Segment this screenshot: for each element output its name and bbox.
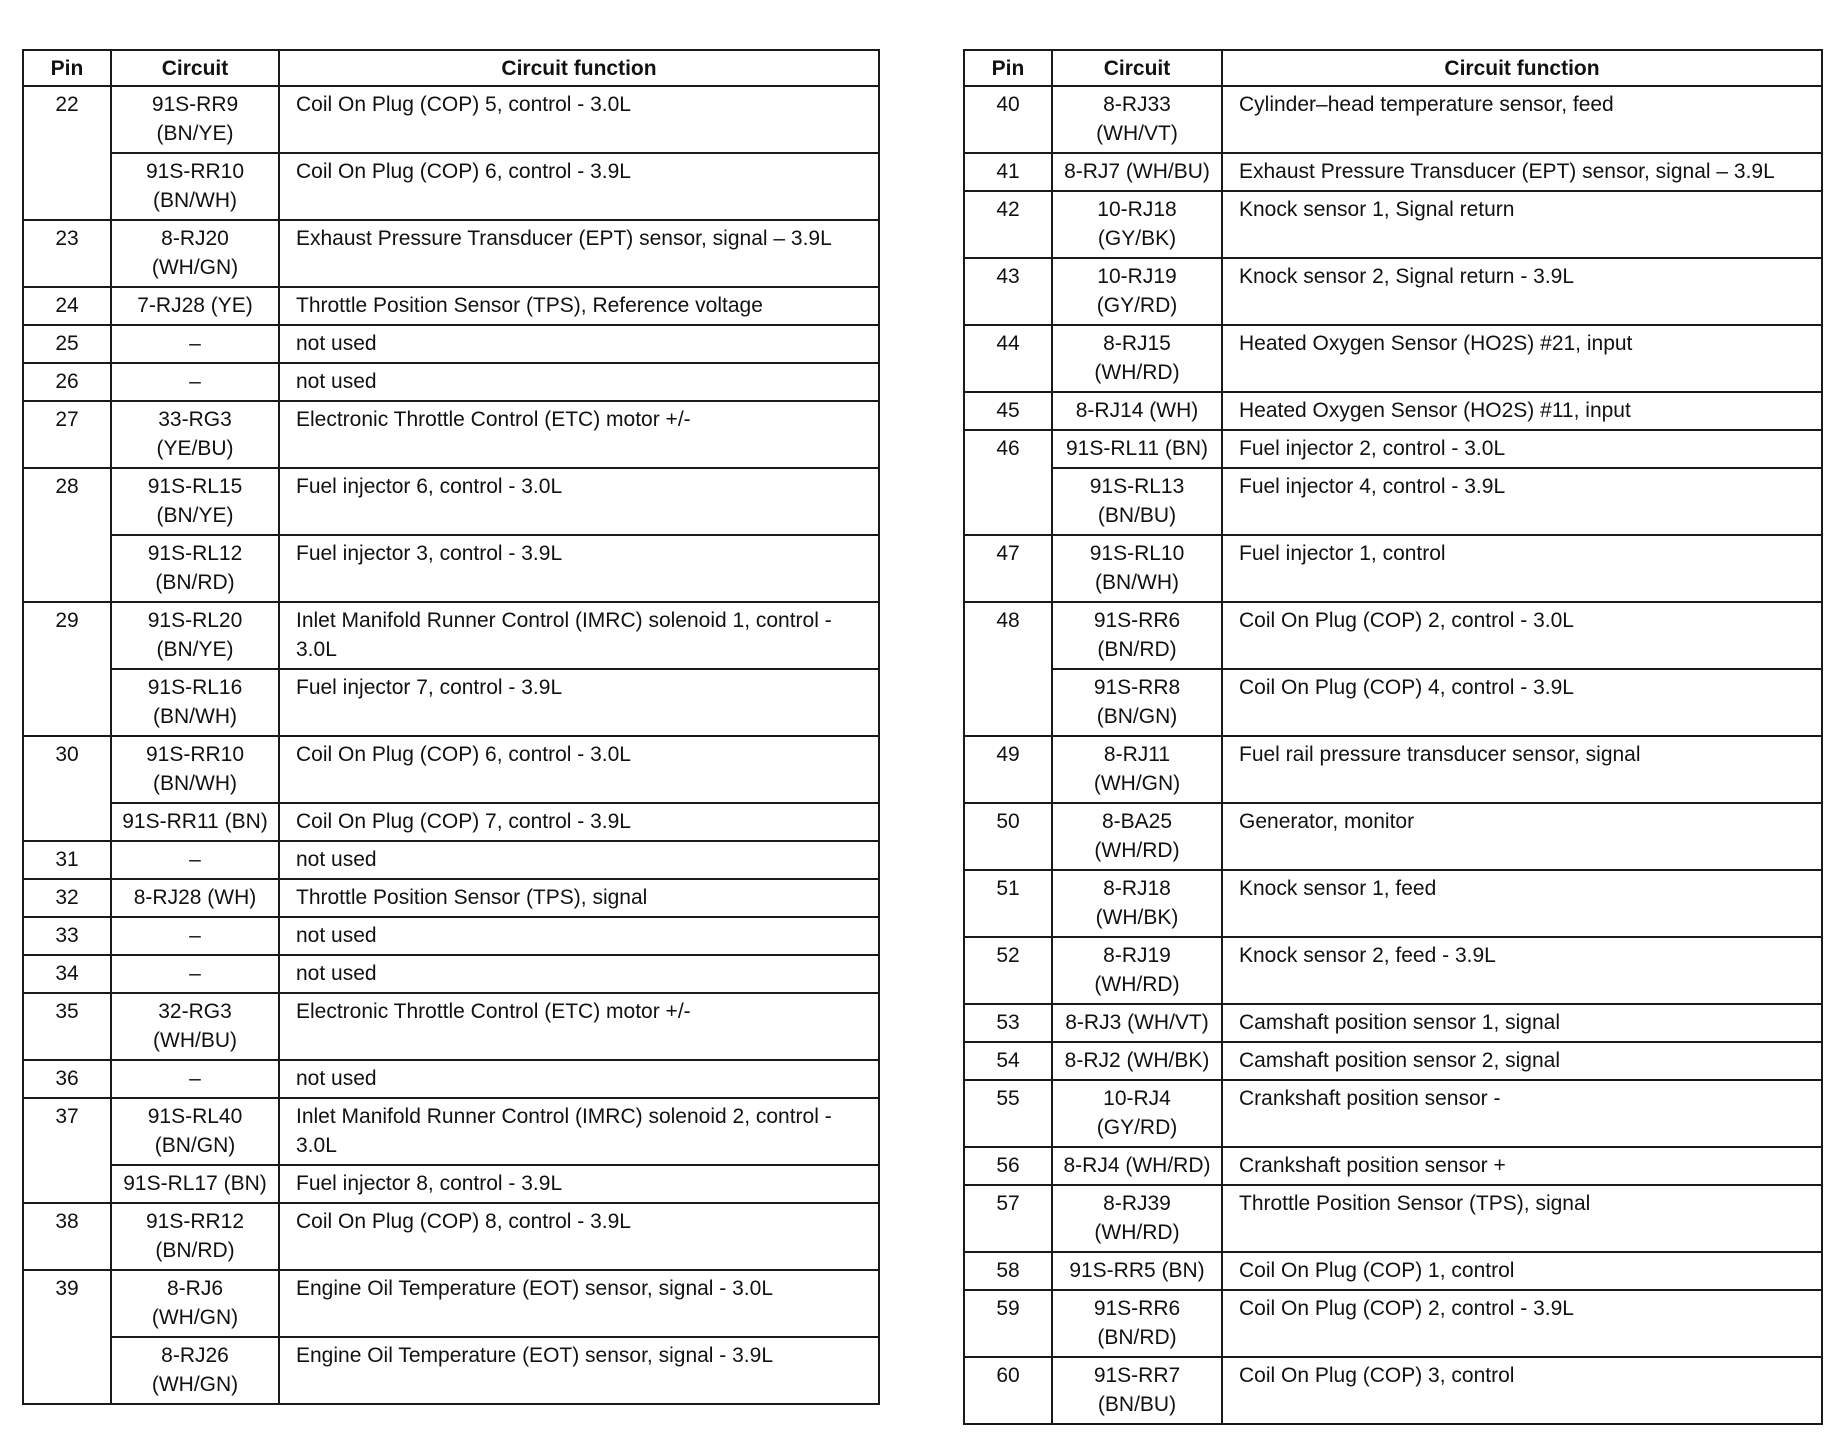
table-row xyxy=(964,937,1822,1004)
table-row xyxy=(964,535,1822,602)
circuit-cell: 91S-RR10 (BN/WH) xyxy=(111,736,279,803)
function-cell: Coil On Plug (COP) 2, control - 3.0L xyxy=(1222,602,1822,669)
function-cell: Coil On Plug (COP) 8, control - 3.9L xyxy=(279,1203,879,1270)
pin-cell: 47 xyxy=(964,535,1052,602)
function-cell: Coil On Plug (COP) 6, control - 3.0L xyxy=(279,736,879,803)
table-row xyxy=(23,1060,879,1098)
table-row xyxy=(23,1337,879,1404)
circuit-cell: 91S-RL11 (BN) xyxy=(1052,430,1222,468)
circuit-cell: 91S-RL40 (BN/GN) xyxy=(111,1098,279,1165)
function-cell: Camshaft position sensor 1, signal xyxy=(1222,1004,1822,1042)
circuit-cell: 91S-RR7 (BN/BU) xyxy=(1052,1357,1222,1424)
pin-cell: 53 xyxy=(964,1004,1052,1042)
function-cell: Knock sensor 1, feed xyxy=(1222,870,1822,937)
header-function: Circuit function xyxy=(279,50,879,86)
function-cell: not used xyxy=(279,841,879,879)
header-pin: Pin xyxy=(23,50,111,86)
circuit-cell: 8-RJ18 (WH/BK) xyxy=(1052,870,1222,937)
circuit-cell: 8-BA25 (WH/RD) xyxy=(1052,803,1222,870)
table-row xyxy=(964,1357,1822,1424)
table-row xyxy=(23,86,879,153)
circuit-cell: – xyxy=(111,1060,279,1098)
function-cell: not used xyxy=(279,917,879,955)
table-row xyxy=(23,468,879,535)
pin-cell: 55 xyxy=(964,1080,1052,1147)
function-cell: Fuel injector 8, control - 3.9L xyxy=(279,1165,879,1203)
circuit-cell: 91S-RR11 (BN) xyxy=(111,803,279,841)
circuit-cell: 8-RJ28 (WH) xyxy=(111,879,279,917)
circuit-cell: 8-RJ4 (WH/RD) xyxy=(1052,1147,1222,1185)
circuit-cell: 91S-RL10 (BN/WH) xyxy=(1052,535,1222,602)
circuit-cell: 8-RJ33 (WH/VT) xyxy=(1052,86,1222,153)
pin-cell: 48 xyxy=(964,602,1052,736)
pin-cell: 24 xyxy=(23,287,111,325)
circuit-cell: – xyxy=(111,325,279,363)
table-row xyxy=(964,1004,1822,1042)
table-row xyxy=(964,1042,1822,1080)
circuit-cell: 32-RG3 (WH/BU) xyxy=(111,993,279,1060)
table-row xyxy=(23,1165,879,1203)
table-row xyxy=(964,602,1822,669)
pin-cell: 26 xyxy=(23,363,111,401)
pin-cell: 44 xyxy=(964,325,1052,392)
function-cell: not used xyxy=(279,955,879,993)
circuit-cell: 7-RJ28 (YE) xyxy=(111,287,279,325)
table-row xyxy=(964,191,1822,258)
table-row xyxy=(964,669,1822,736)
circuit-cell: 8-RJ11 (WH/GN) xyxy=(1052,736,1222,803)
table-row xyxy=(23,535,879,602)
pin-cell: 60 xyxy=(964,1357,1052,1424)
table-row xyxy=(23,287,879,325)
function-cell: Crankshaft position sensor - xyxy=(1222,1080,1822,1147)
table-row xyxy=(964,736,1822,803)
function-cell: Exhaust Pressure Transducer (EPT) sensor, signal – 3.9L xyxy=(1222,153,1822,191)
function-cell: Fuel injector 7, control - 3.9L xyxy=(279,669,879,736)
table-row xyxy=(23,669,879,736)
pin-cell: 40 xyxy=(964,86,1052,153)
table-row xyxy=(964,1185,1822,1252)
table-row xyxy=(23,955,879,993)
circuit-cell: 8-RJ3 (WH/VT) xyxy=(1052,1004,1222,1042)
table-row xyxy=(964,1252,1822,1290)
circuit-cell: 33-RG3 (YE/BU) xyxy=(111,401,279,468)
table-row xyxy=(964,1147,1822,1185)
circuit-cell: 91S-RR6 (BN/RD) xyxy=(1052,1290,1222,1357)
table-row xyxy=(23,401,879,468)
table-row xyxy=(23,602,879,669)
function-cell: Coil On Plug (COP) 6, control - 3.9L xyxy=(279,153,879,220)
circuit-cell: 91S-RR6 (BN/RD) xyxy=(1052,602,1222,669)
circuit-cell: 8-RJ20 (WH/GN) xyxy=(111,220,279,287)
pin-cell: 36 xyxy=(23,1060,111,1098)
function-cell: Cylinder–head temperature sensor, feed xyxy=(1222,86,1822,153)
circuit-cell: 91S-RL16 (BN/WH) xyxy=(111,669,279,736)
function-cell: Crankshaft position sensor + xyxy=(1222,1147,1822,1185)
circuit-cell: 8-RJ7 (WH/BU) xyxy=(1052,153,1222,191)
header-row xyxy=(964,50,1822,86)
circuit-cell: 91S-RL13 (BN/BU) xyxy=(1052,468,1222,535)
pin-cell: 34 xyxy=(23,955,111,993)
circuit-cell: 91S-RL15 (BN/YE) xyxy=(111,468,279,535)
pin-cell: 37 xyxy=(23,1098,111,1203)
table-row xyxy=(23,363,879,401)
table-row xyxy=(964,392,1822,430)
pin-cell: 46 xyxy=(964,430,1052,535)
function-cell: not used xyxy=(279,325,879,363)
pin-cell: 43 xyxy=(964,258,1052,325)
function-cell: Coil On Plug (COP) 3, control xyxy=(1222,1357,1822,1424)
pin-cell: 31 xyxy=(23,841,111,879)
circuit-cell: – xyxy=(111,955,279,993)
pin-cell: 33 xyxy=(23,917,111,955)
circuit-cell: 91S-RL20 (BN/YE) xyxy=(111,602,279,669)
circuit-cell: 91S-RL17 (BN) xyxy=(111,1165,279,1203)
pin-cell: 35 xyxy=(23,993,111,1060)
pin-cell: 45 xyxy=(964,392,1052,430)
pinout-table-left xyxy=(22,49,880,1405)
header-row xyxy=(23,50,879,86)
pin-cell: 28 xyxy=(23,468,111,602)
circuit-cell: 8-RJ14 (WH) xyxy=(1052,392,1222,430)
table-row xyxy=(964,870,1822,937)
header-function: Circuit function xyxy=(1222,50,1822,86)
header-circuit: Circuit xyxy=(1052,50,1222,86)
function-cell: Inlet Manifold Runner Control (IMRC) solenoid 2, control - 3.0L xyxy=(279,1098,879,1165)
function-cell: Coil On Plug (COP) 7, control - 3.9L xyxy=(279,803,879,841)
pin-cell: 27 xyxy=(23,401,111,468)
table-row xyxy=(964,325,1822,392)
function-cell: Knock sensor 1, Signal return xyxy=(1222,191,1822,258)
function-cell: Knock sensor 2, Signal return - 3.9L xyxy=(1222,258,1822,325)
pin-cell: 39 xyxy=(23,1270,111,1404)
function-cell: Coil On Plug (COP) 1, control xyxy=(1222,1252,1822,1290)
circuit-cell: 10-RJ4 (GY/RD) xyxy=(1052,1080,1222,1147)
table-row xyxy=(964,1290,1822,1357)
function-cell: Engine Oil Temperature (EOT) sensor, signal - 3.9L xyxy=(279,1337,879,1404)
table-row xyxy=(23,153,879,220)
pin-cell: 25 xyxy=(23,325,111,363)
function-cell: Heated Oxygen Sensor (HO2S) #21, input xyxy=(1222,325,1822,392)
table-row xyxy=(23,736,879,803)
pin-cell: 41 xyxy=(964,153,1052,191)
function-cell: Heated Oxygen Sensor (HO2S) #11, input xyxy=(1222,392,1822,430)
function-cell: Engine Oil Temperature (EOT) sensor, signal - 3.0L xyxy=(279,1270,879,1337)
pin-cell: 51 xyxy=(964,870,1052,937)
header-circuit: Circuit xyxy=(111,50,279,86)
function-cell: Fuel injector 1, control xyxy=(1222,535,1822,602)
function-cell: not used xyxy=(279,363,879,401)
table-row xyxy=(964,153,1822,191)
table-row xyxy=(964,86,1822,153)
circuit-cell: 8-RJ19 (WH/RD) xyxy=(1052,937,1222,1004)
header-pin: Pin xyxy=(964,50,1052,86)
circuit-cell: – xyxy=(111,841,279,879)
circuit-cell: 8-RJ26 (WH/GN) xyxy=(111,1337,279,1404)
pin-cell: 49 xyxy=(964,736,1052,803)
circuit-cell: 91S-RR9 (BN/YE) xyxy=(111,86,279,153)
pin-cell: 42 xyxy=(964,191,1052,258)
function-cell: Knock sensor 2, feed - 3.9L xyxy=(1222,937,1822,1004)
table-row xyxy=(23,879,879,917)
function-cell: Electronic Throttle Control (ETC) motor +/- xyxy=(279,401,879,468)
circuit-cell: 8-RJ2 (WH/BK) xyxy=(1052,1042,1222,1080)
circuit-cell: 91S-RR12 (BN/RD) xyxy=(111,1203,279,1270)
circuit-cell: 91S-RL12 (BN/RD) xyxy=(111,535,279,602)
pin-cell: 57 xyxy=(964,1185,1052,1252)
circuit-cell: 8-RJ39 (WH/RD) xyxy=(1052,1185,1222,1252)
circuit-cell: 10-RJ18 (GY/BK) xyxy=(1052,191,1222,258)
circuit-cell: – xyxy=(111,917,279,955)
circuit-cell: 10-RJ19 (GY/RD) xyxy=(1052,258,1222,325)
table-row xyxy=(964,803,1822,870)
pin-cell: 54 xyxy=(964,1042,1052,1080)
function-cell: not used xyxy=(279,1060,879,1098)
pin-cell: 30 xyxy=(23,736,111,841)
function-cell: Generator, monitor xyxy=(1222,803,1822,870)
pin-cell: 22 xyxy=(23,86,111,220)
pinout-table-right xyxy=(963,49,1823,1425)
function-cell: Fuel injector 2, control - 3.0L xyxy=(1222,430,1822,468)
pin-cell: 23 xyxy=(23,220,111,287)
function-cell: Camshaft position sensor 2, signal xyxy=(1222,1042,1822,1080)
pin-cell: 56 xyxy=(964,1147,1052,1185)
table-row xyxy=(23,1098,879,1165)
function-cell: Throttle Position Sensor (TPS), Reference voltage xyxy=(279,287,879,325)
table-row xyxy=(964,468,1822,535)
table-row xyxy=(23,220,879,287)
table-row xyxy=(23,917,879,955)
pin-cell: 50 xyxy=(964,803,1052,870)
table-row xyxy=(23,993,879,1060)
function-cell: Exhaust Pressure Transducer (EPT) sensor, signal – 3.9L xyxy=(279,220,879,287)
function-cell: Coil On Plug (COP) 5, control - 3.0L xyxy=(279,86,879,153)
function-cell: Inlet Manifold Runner Control (IMRC) solenoid 1, control - 3.0L xyxy=(279,602,879,669)
table-row xyxy=(964,258,1822,325)
pin-cell: 29 xyxy=(23,602,111,736)
circuit-cell: – xyxy=(111,363,279,401)
pin-cell: 58 xyxy=(964,1252,1052,1290)
function-cell: Electronic Throttle Control (ETC) motor +/- xyxy=(279,993,879,1060)
table-row xyxy=(23,1203,879,1270)
function-cell: Coil On Plug (COP) 4, control - 3.9L xyxy=(1222,669,1822,736)
function-cell: Coil On Plug (COP) 2, control - 3.9L xyxy=(1222,1290,1822,1357)
function-cell: Fuel injector 4, control - 3.9L xyxy=(1222,468,1822,535)
circuit-cell: 91S-RR5 (BN) xyxy=(1052,1252,1222,1290)
pin-cell: 52 xyxy=(964,937,1052,1004)
function-cell: Throttle Position Sensor (TPS), signal xyxy=(1222,1185,1822,1252)
table-row xyxy=(23,841,879,879)
pin-cell: 38 xyxy=(23,1203,111,1270)
table-row xyxy=(964,1080,1822,1147)
table-row xyxy=(964,430,1822,468)
pin-cell: 59 xyxy=(964,1290,1052,1357)
pin-cell: 32 xyxy=(23,879,111,917)
table-row xyxy=(23,1270,879,1337)
function-cell: Fuel injector 6, control - 3.0L xyxy=(279,468,879,535)
circuit-cell: 91S-RR10 (BN/WH) xyxy=(111,153,279,220)
circuit-cell: 91S-RR8 (BN/GN) xyxy=(1052,669,1222,736)
function-cell: Fuel injector 3, control - 3.9L xyxy=(279,535,879,602)
table-row xyxy=(23,325,879,363)
function-cell: Fuel rail pressure transducer sensor, signal xyxy=(1222,736,1822,803)
table-row xyxy=(23,803,879,841)
circuit-cell: 8-RJ15 (WH/RD) xyxy=(1052,325,1222,392)
circuit-cell: 8-RJ6 (WH/GN) xyxy=(111,1270,279,1337)
function-cell: Throttle Position Sensor (TPS), signal xyxy=(279,879,879,917)
